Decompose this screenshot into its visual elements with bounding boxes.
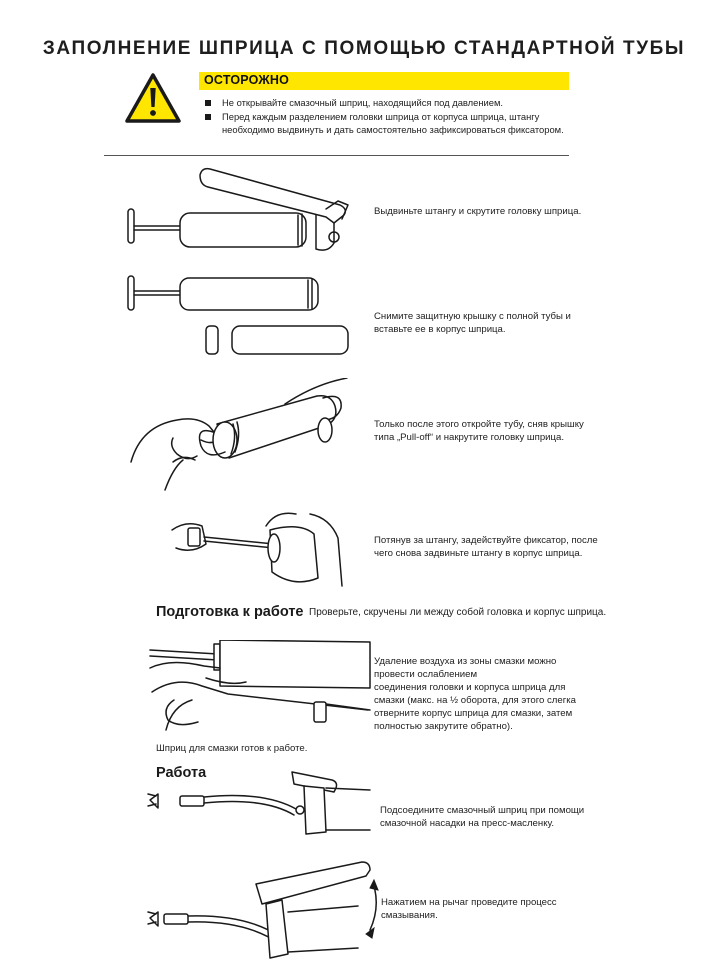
bullet-icon <box>205 100 211 106</box>
step-text-4: Потянув за штангу, задействуйте фиксатор, после чего снова задвиньте штангу в корпус шприца. <box>374 535 598 559</box>
warning-divider <box>104 155 569 156</box>
work-step-text-2: Нажатием на рычаг проведите процесс смазывания. <box>381 897 557 921</box>
preparation-text <box>374 655 614 733</box>
page-title: ЗАПОЛНЕНИЕ ШПРИЦА С ПОМОЩЬЮ СТАНДАРТНОЙ ТУБЫ <box>42 38 686 59</box>
work-step-text-1: Подсоедините смазочный шприц при помощи смазочной насадки на пресс-масленку. <box>380 805 585 829</box>
illustration-connect-nozzle <box>146 766 371 841</box>
preparation-line: смазки (макс. на ½ оборота, для этого слегка <box>374 695 576 706</box>
ready-text: Шприц для смазки готов к работе. <box>156 743 308 754</box>
step-text-2: Снимите защитную крышку с полной тубы и вставьте ее в корпус шприца. <box>374 311 571 335</box>
warning-item-text: Перед каждым разделением головки шприца от корпуса шприца, штангу необходимо выдвинуть и дать самостоятельно зафиксироваться фиксатором. <box>222 111 564 135</box>
illustration-pull-off <box>125 378 355 493</box>
preparation-line: Удаление воздуха из зоны смазки можно <box>374 656 557 667</box>
preparation-line: полностью закрутите обратно). <box>374 721 513 732</box>
preparation-line: отверните корпус шприца для смазки, затем <box>374 708 573 719</box>
preparation-heading: Подготовка к работе <box>156 604 304 620</box>
bullet-icon <box>205 114 211 120</box>
work-heading: Работа <box>156 765 207 781</box>
illustration-air-release <box>146 640 371 740</box>
illustration-rod-lock <box>170 500 350 590</box>
warning-heading: ОСТОРОЖНО <box>204 73 290 87</box>
illustration-tube-insert <box>120 270 360 360</box>
illustration-lever-press <box>146 852 381 962</box>
warning-item <box>204 97 569 109</box>
warning-triangle-icon <box>124 72 182 124</box>
warning-item-text: Не открывайте смазочный шприц, находящийся под давлением. <box>222 97 504 108</box>
warning-item <box>204 111 569 136</box>
preparation-intro: Проверьте, скручены ли между собой головка и корпус шприца. <box>309 607 607 618</box>
preparation-line: соединения головки и корпуса шприца для <box>374 682 566 693</box>
step-text-1: Выдвиньте штангу и скрутите головку шприца. <box>374 206 582 217</box>
preparation-line: провести ослаблением <box>374 669 478 680</box>
warning-list <box>204 97 569 138</box>
illustration-gun-unscrew <box>120 165 360 265</box>
step-text-3: Только после этого откройте тубу, сняв крышку типа „Pull-off“ и накрутите головку шприца. <box>374 419 584 443</box>
